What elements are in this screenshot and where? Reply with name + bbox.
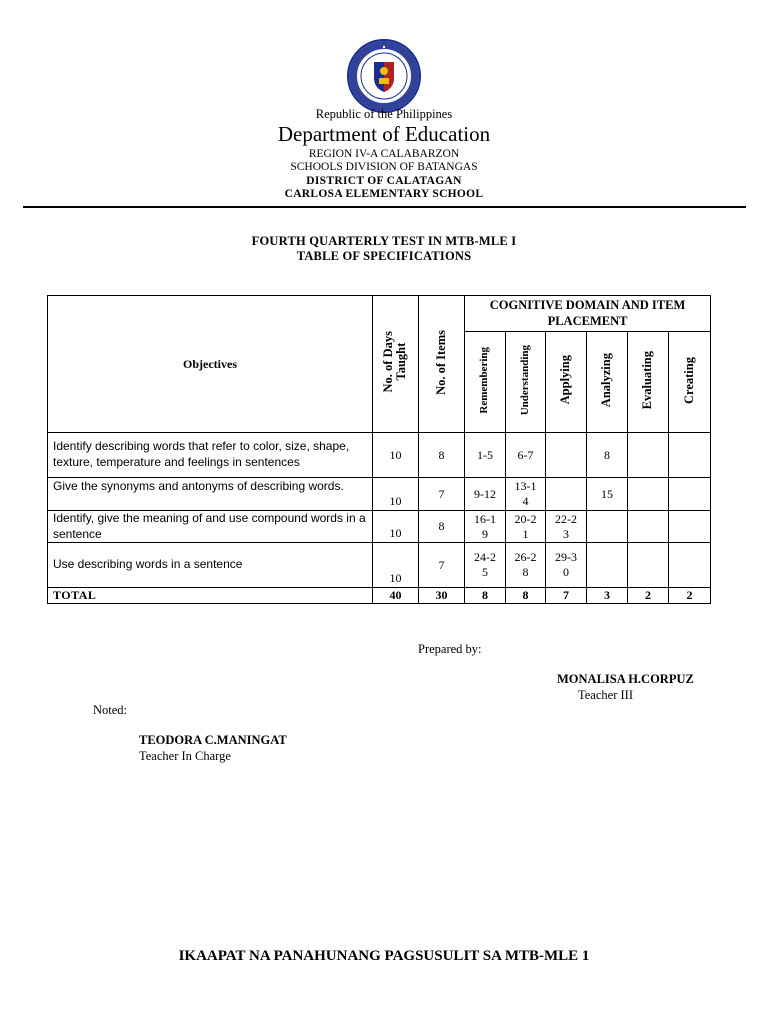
table-row — [48, 511, 711, 543]
header-creating: Creating — [669, 332, 711, 433]
document-subtitle: TABLE OF SPECIFICATIONS — [296, 249, 472, 263]
school-text: CARLOSA ELEMENTARY SCHOOL — [284, 188, 484, 200]
total-understanding: 8 — [506, 588, 546, 604]
total-remembering: 8 — [465, 588, 506, 604]
understanding-cell: 6-7 — [506, 433, 546, 478]
republic-text: Republic of the Philippines — [315, 107, 453, 121]
header-days-line2: Taught — [394, 343, 409, 381]
table-row — [48, 433, 711, 478]
district-text: DISTRICT OF CALATAGAN — [306, 175, 462, 187]
understanding-cell: 26-28 — [506, 543, 546, 588]
total-creating: 2 — [669, 588, 711, 604]
table-row — [48, 543, 711, 588]
total-days: 40 — [373, 588, 419, 604]
evaluating-cell — [628, 511, 669, 543]
noter-name: TEODORA C.MANINGAT — [139, 733, 287, 747]
creating-cell — [669, 433, 711, 478]
applying-cell: 22-23 — [546, 511, 587, 543]
header-days-line1: No. of Days — [381, 331, 396, 393]
creating-cell — [669, 478, 711, 511]
header-analyzing: Analyzing — [587, 332, 628, 433]
days-cell: 10 — [373, 478, 419, 511]
header-objectives: Objectives — [48, 296, 373, 433]
analyzing-cell: 8 — [587, 433, 628, 478]
header-divider — [23, 206, 746, 208]
header-days-taught — [373, 296, 419, 433]
total-row — [48, 588, 711, 604]
header-remembering: Remembering — [465, 332, 506, 433]
header-evaluating: Evaluating — [628, 332, 669, 433]
total-evaluating: 2 — [628, 588, 669, 604]
creating-cell — [669, 511, 711, 543]
noter-title: Teacher In Charge — [139, 749, 231, 763]
document-title: FOURTH QUARTERLY TEST IN MTB-MLE I — [251, 234, 517, 248]
remembering-cell: 1-5 — [465, 433, 506, 478]
evaluating-cell — [628, 478, 669, 511]
days-cell: 10 — [373, 433, 419, 478]
objective-cell: Identify describing words that refer to color, size, shape, texture, temperature and feelings in sentences — [48, 433, 373, 478]
header-cognitive-domain: COGNITIVE DOMAIN AND ITEM PLACEMENT — [465, 296, 711, 332]
header-items-label: No. of Items — [433, 329, 448, 395]
preparer-name: MONALISA H.CORPUZ — [557, 672, 694, 686]
objective-cell: Use describing words in a sentence — [48, 543, 373, 588]
creating-cell — [669, 543, 711, 588]
specifications-table — [47, 295, 711, 604]
applying-cell: 29-30 — [546, 543, 587, 588]
header-applying: Applying — [546, 332, 587, 433]
applying-cell — [546, 433, 587, 478]
total-applying: 7 — [546, 588, 587, 604]
total-analyzing: 3 — [587, 588, 628, 604]
total-label: TOTAL — [48, 588, 373, 604]
noted-label: Noted: — [93, 703, 128, 717]
items-cell: 7 — [419, 478, 465, 511]
items-cell: 7 — [419, 543, 465, 588]
objective-cell: Give the synonyms and antonyms of describing words. — [48, 478, 373, 511]
header-understanding: Understanding — [506, 332, 546, 433]
region-text: REGION IV-A CALABARZON — [308, 148, 460, 160]
analyzing-cell — [587, 543, 628, 588]
department-title: Department of Education — [277, 122, 491, 146]
division-text: SCHOOLS DIVISION OF BATANGAS — [290, 161, 478, 173]
evaluating-cell — [628, 543, 669, 588]
items-cell: 8 — [419, 511, 465, 543]
remembering-cell: 16-19 — [465, 511, 506, 543]
preparer-title: Teacher III — [578, 688, 633, 702]
prepared-by-label: Prepared by: — [418, 642, 482, 656]
total-items: 30 — [419, 588, 465, 604]
days-cell: 10 — [373, 543, 419, 588]
table-row — [48, 478, 711, 511]
remembering-cell: 24-25 — [465, 543, 506, 588]
remembering-cell: 9-12 — [465, 478, 506, 511]
items-cell: 8 — [419, 433, 465, 478]
objective-cell: Identify, give the meaning of and use compound words in a sentence — [48, 511, 373, 543]
understanding-cell: 20-21 — [506, 511, 546, 543]
analyzing-cell: 15 — [587, 478, 628, 511]
deped-seal-logo — [346, 38, 422, 114]
footer-heading: IKAAPAT NA PANAHUNANG PAGSUSULIT SA MTB-MLE 1 — [178, 948, 590, 964]
days-cell: 10 — [373, 511, 419, 543]
evaluating-cell — [628, 433, 669, 478]
analyzing-cell — [587, 511, 628, 543]
applying-cell — [546, 478, 587, 511]
understanding-cell: 13-14 — [506, 478, 546, 511]
header-no-of-items — [419, 296, 465, 433]
